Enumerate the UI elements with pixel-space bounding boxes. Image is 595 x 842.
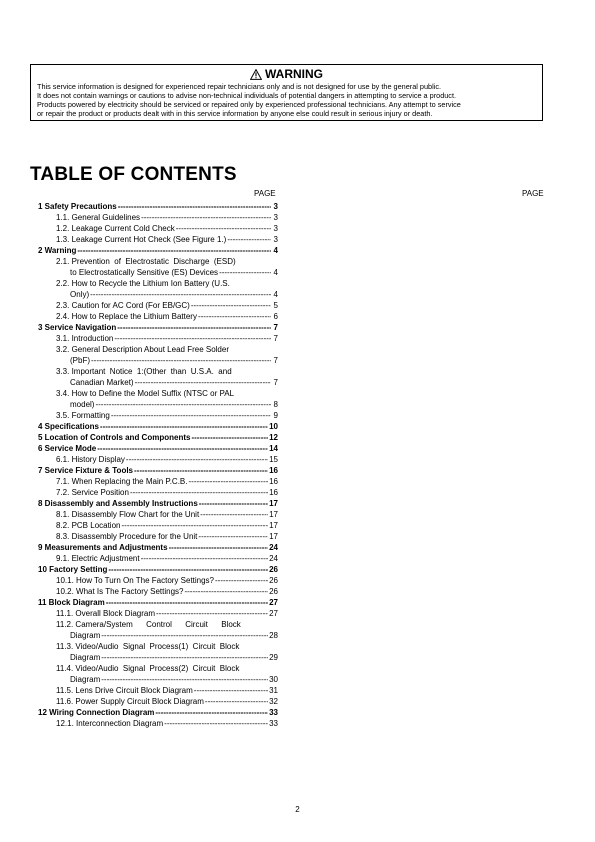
toc-continuation-line[interactable] (30, 674, 278, 685)
toc-section-entry[interactable] (30, 201, 278, 212)
toc-dot-leader (205, 697, 268, 707)
toc-entry-page: 26 (269, 565, 278, 574)
toc-entry-page: 16 (269, 466, 278, 475)
toc-entry-label: 9.1. Electric Adjustment (56, 554, 140, 563)
toc-dot-leader (198, 312, 271, 322)
warning-line-4: or repair the product or products dealt with in this service information by anyone else could result in serious injury or death. (37, 109, 433, 118)
toc-dot-leader (227, 235, 271, 245)
toc-entry-label: 8.1. Disassembly Flow Chart for the Unit (56, 510, 200, 519)
toc-entry-label: 10 Factory Setting (38, 565, 108, 574)
toc-dot-leader (164, 719, 268, 729)
toc-entry-label: 6 Service Mode (38, 444, 97, 453)
toc-entry-page: 17 (269, 499, 278, 508)
toc-entry-page: 17 (269, 510, 278, 519)
toc-section-entry[interactable] (30, 597, 278, 608)
toc-section-entry[interactable] (30, 421, 278, 432)
toc-entry-page: 30 (269, 675, 278, 684)
toc-dot-leader (188, 477, 268, 487)
toc-section-entry[interactable] (30, 498, 278, 509)
toc-entry-label: 12.1. Interconnection Diagram (56, 719, 164, 728)
toc-entry-page: 33 (269, 719, 278, 728)
toc-entry-label: 11.1. Overall Block Diagram (56, 609, 155, 618)
toc-dot-leader (176, 224, 271, 234)
toc-entry-page: 7 (273, 378, 278, 387)
toc-subsection-entry[interactable] (30, 333, 278, 344)
toc-section-entry[interactable] (30, 245, 278, 256)
toc-dot-leader (100, 422, 268, 432)
toc-section-entry[interactable] (30, 465, 278, 476)
toc-entry-label: model) (70, 400, 95, 409)
toc-entry-page: 33 (269, 708, 278, 717)
toc-entry-label: 1.3. Leakage Current Hot Check (See Figure 1.) (56, 235, 227, 244)
toc-continuation-line[interactable] (30, 289, 278, 300)
toc-entry-label: 12 Wiring Connection Diagram (38, 708, 155, 717)
toc-subsection-entry[interactable] (30, 641, 278, 652)
toc-continuation-line[interactable] (30, 267, 278, 278)
toc-subsection-entry[interactable] (30, 256, 278, 267)
toc-entry-label: 9 Measurements and Adjustments (38, 543, 168, 552)
toc-subsection-entry[interactable] (30, 344, 278, 355)
toc-dot-leader (106, 598, 268, 608)
toc-dot-leader (114, 334, 271, 344)
toc-dot-leader (215, 576, 268, 586)
toc-entry-label: 8 Disassembly and Assembly Instructions (38, 499, 198, 508)
toc-dot-leader (118, 202, 271, 212)
toc-list (30, 201, 278, 729)
toc-subsection-entry[interactable] (30, 300, 278, 311)
toc-subsection-entry[interactable] (30, 311, 278, 322)
toc-dot-leader (121, 521, 268, 531)
toc-subsection-entry[interactable] (30, 454, 278, 465)
toc-dot-leader (130, 488, 268, 498)
toc-entry-label: (PbF) (70, 356, 90, 365)
toc-entry-page: 26 (269, 576, 278, 585)
toc-dot-leader (155, 708, 268, 718)
toc-entry-page: 24 (269, 554, 278, 563)
toc-dot-leader (141, 554, 269, 564)
toc-entry-page: 3 (273, 224, 278, 233)
toc-entry-label: 5 Location of Controls and Components (38, 433, 191, 442)
warning-box (30, 64, 543, 121)
toc-subsection-entry[interactable] (30, 608, 278, 619)
toc-entry-label: 10.1. How To Turn On The Factory Settings? (56, 576, 215, 585)
toc-entry-label: 1.1. General Guidelines (56, 213, 141, 222)
toc-continuation-line[interactable] (30, 377, 278, 388)
toc-entry-label: Diagram (70, 675, 101, 684)
toc-entry-page: 6 (273, 312, 278, 321)
toc-entry-label: 7.1. When Replacing the Main P.C.B. (56, 477, 188, 486)
toc-dot-leader (219, 268, 271, 278)
toc-subsection-entry[interactable] (30, 520, 278, 531)
toc-entry-page: 5 (273, 301, 278, 310)
toc-dot-leader (101, 675, 268, 685)
toc-entry-label: 7.2. Service Position (56, 488, 129, 497)
toc-subsection-entry[interactable] (30, 278, 278, 289)
toc-entry-page: 3 (273, 202, 278, 211)
toc-entry-label: 10.2. What Is The Factory Settings? (56, 587, 184, 596)
toc-entry-page: 26 (269, 587, 278, 596)
toc-subsection-entry[interactable] (30, 410, 278, 421)
warning-title-text: WARNING (265, 67, 323, 81)
toc-dot-leader (91, 356, 271, 366)
toc-subsection-entry[interactable] (30, 366, 278, 377)
toc-section-entry[interactable] (30, 564, 278, 575)
toc-entry-label: 3.1. Introduction (56, 334, 114, 343)
toc-dot-leader (97, 444, 268, 454)
toc-subsection-entry[interactable] (30, 509, 278, 520)
toc-dot-leader (135, 378, 271, 388)
toc-entry-page: 7 (273, 356, 278, 365)
page-number: 2 (295, 805, 300, 814)
toc-dot-leader (199, 499, 268, 509)
toc-subsection-entry[interactable] (30, 476, 278, 487)
toc-entry-page: 8 (273, 400, 278, 409)
toc-dot-leader (111, 411, 271, 421)
toc-dot-leader (141, 213, 271, 223)
toc-continuation-line[interactable] (30, 630, 278, 641)
toc-entry-page: 16 (269, 488, 278, 497)
toc-entry-page: 3 (273, 235, 278, 244)
toc-section-entry[interactable] (30, 443, 278, 454)
toc-entry-page: 27 (269, 598, 278, 607)
toc-dot-leader (101, 653, 268, 663)
toc-dot-leader (169, 543, 269, 553)
toc-subsection-entry[interactable] (30, 487, 278, 498)
toc-continuation-line[interactable] (30, 652, 278, 663)
toc-entry-page: 3 (273, 213, 278, 222)
toc-subsection-entry[interactable] (30, 223, 278, 234)
toc-entry-label: 2.2. How to Recycle the Lithium Ion Battery (U.S. (56, 279, 230, 288)
toc-entry-label: Canadian Market) (70, 378, 134, 387)
toc-subsection-entry[interactable] (30, 531, 278, 542)
page-column-label-left: PAGE (254, 189, 276, 198)
toc-entry-label: 2.4. How to Replace the Lithium Battery (56, 312, 197, 321)
toc-entry-label: 3 Service Navigation (38, 323, 117, 332)
toc-subsection-entry[interactable] (30, 212, 278, 223)
toc-entry-page: 17 (269, 532, 278, 541)
toc-entry-label: 11.5. Lens Drive Circuit Block Diagram (56, 686, 193, 695)
toc-continuation-line[interactable] (30, 355, 278, 366)
warning-line-2: It does not contain warnings or cautions to advise non-technical individuals of potential dangers in attempting to service a product. (37, 91, 457, 100)
toc-dot-leader (191, 301, 271, 311)
toc-entry-label: 1 Safety Precautions (38, 202, 117, 211)
toc-entry-page: 7 (273, 334, 278, 343)
warning-line-1: This service information is designed for experienced repair technicians only and is not designed for use by the general public. (37, 82, 441, 91)
toc-entry-page: 10 (269, 422, 278, 431)
toc-entry-page: 4 (273, 290, 278, 299)
toc-entry-page: 14 (269, 444, 278, 453)
toc-entry-label: 3.3. Important Notice 1:(Other than U.S.A. and (56, 367, 232, 376)
toc-entry-page: 12 (269, 433, 278, 442)
toc-dot-leader (117, 323, 271, 333)
toc-entry-label: 2 Warning (38, 246, 77, 255)
toc-entry-label: Only) (70, 290, 90, 299)
toc-dot-leader (194, 686, 268, 696)
toc-entry-page: 17 (269, 521, 278, 530)
toc-dot-leader (184, 587, 268, 597)
toc-subsection-entry[interactable] (30, 388, 278, 399)
toc-dot-leader (108, 565, 268, 575)
toc-entry-page: 16 (269, 477, 278, 486)
toc-section-entry[interactable] (30, 542, 278, 553)
toc-entry-label: 11.3. Video/Audio Signal Process(1) Circuit Block (56, 642, 240, 651)
toc-subsection-entry[interactable] (30, 718, 278, 729)
toc-entry-page: 28 (269, 631, 278, 640)
toc-dot-leader (101, 631, 268, 641)
toc-section-entry[interactable] (30, 707, 278, 718)
toc-subsection-entry[interactable] (30, 663, 278, 674)
toc-dot-leader (134, 466, 268, 476)
toc-entry-page: 4 (273, 268, 278, 277)
toc-entry-label: 1.2. Leakage Current Cold Check (56, 224, 175, 233)
toc-entry-page: 4 (273, 246, 278, 255)
toc-entry-label: 11.6. Power Supply Circuit Block Diagram (56, 697, 204, 706)
toc-entry-label: 2.1. Prevention of Electrostatic Discharge (ESD) (56, 257, 236, 266)
toc-entry-label: 3.5. Formatting (56, 411, 110, 420)
toc-entry-page: 32 (269, 697, 278, 706)
toc-entry-page: 27 (269, 609, 278, 618)
toc-entry-label: 6.1. History Display (56, 455, 125, 464)
warning-title (31, 67, 542, 81)
toc-entry-page: 31 (269, 686, 278, 695)
toc-dot-leader (126, 455, 268, 465)
toc-entry-label: 3.4. How to Define the Model Suffix (NTSC or PAL (56, 389, 235, 398)
toc-section-entry[interactable] (30, 322, 278, 333)
toc-entry-label: 4 Specifications (38, 422, 99, 431)
toc-heading: TABLE OF CONTENTS (30, 164, 237, 185)
toc-entry-label: 8.3. Disassembly Procedure for the Unit (56, 532, 198, 541)
toc-subsection-entry[interactable] (30, 586, 278, 597)
toc-entry-page: 9 (273, 411, 278, 420)
toc-entry-label: 8.2. PCB Location (56, 521, 121, 530)
toc-continuation-line[interactable] (30, 399, 278, 410)
toc-entry-label: to Electrostatically Sensitive (ES) Devices (70, 268, 219, 277)
toc-entry-page: 15 (269, 455, 278, 464)
toc-entry-label: Diagram (70, 631, 101, 640)
toc-section-entry[interactable] (30, 432, 278, 443)
toc-entry-page: 29 (269, 653, 278, 662)
warning-triangle-icon (250, 69, 262, 80)
toc-subsection-entry[interactable] (30, 234, 278, 245)
toc-dot-leader (90, 290, 271, 300)
toc-dot-leader (77, 246, 271, 256)
toc-subsection-entry[interactable] (30, 696, 278, 707)
toc-entry-label: 11.2. Camera/System Control Circuit Block (56, 620, 241, 629)
toc-entry-label: 7 Service Fixture & Tools (38, 466, 133, 475)
toc-entry-page: 7 (273, 323, 278, 332)
toc-dot-leader (156, 609, 268, 619)
toc-dot-leader (191, 433, 268, 443)
toc-entry-label: Diagram (70, 653, 101, 662)
toc-subsection-entry[interactable] (30, 619, 278, 630)
toc-subsection-entry[interactable] (30, 575, 278, 586)
page-column-label-right: PAGE (522, 189, 544, 198)
toc-entry-label: 3.2. General Description About Lead Free Solder (56, 345, 229, 354)
toc-subsection-entry[interactable] (30, 685, 278, 696)
toc-subsection-entry[interactable] (30, 553, 278, 564)
toc-dot-leader (200, 510, 268, 520)
toc-dot-leader (198, 532, 268, 542)
toc-dot-leader (95, 400, 271, 410)
warning-line-3: Products powered by electricity should be serviced or repaired only by experienced professional technicians. Any attempt to service (37, 100, 461, 109)
toc-entry-page: 24 (269, 543, 278, 552)
toc-entry-label: 11 Block Diagram (38, 598, 105, 607)
toc-entry-label: 2.3. Caution for AC Cord (For EB/GC) (56, 301, 190, 310)
toc-entry-label: 11.4. Video/Audio Signal Process(2) Circuit Block (56, 664, 240, 673)
